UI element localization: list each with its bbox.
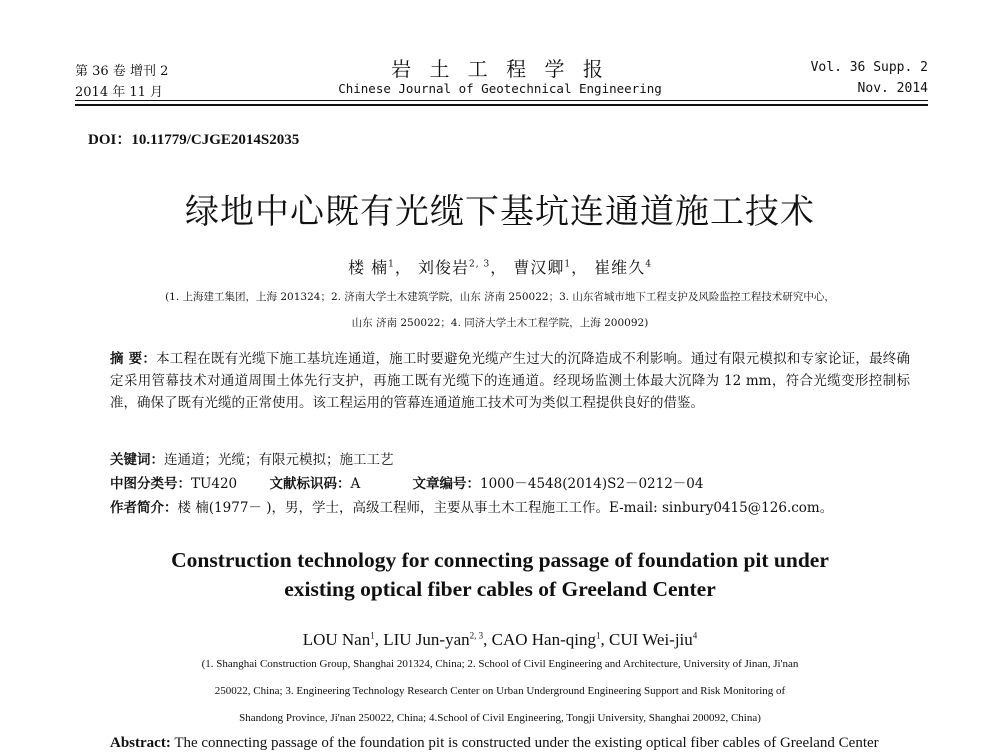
- abstract-zh-text: 本工程在既有光缆下施工基坑连通道，施工时要避免光缆产生过大的沉降造成不利影响。通过有限元模拟和专家论证，最终确定采用管幕技术对通道周围土体先行支护，再施工既有光缆下的连通道。经现场监测土体最大沉降为 12 mm，符合光缆变形控制标准，确保了既有光缆的正常使用。该工程运用的管幕连通道施工技术可为类似工程提供良好的借鉴。: [110, 351, 911, 411]
- authors-zh: [0, 255, 1000, 278]
- doc-code-label: 文献标识码：: [269, 476, 351, 492]
- affiliation-en-line1: (1. Shanghai Construction Group, Shanghai 201324, China; 2. School of Civil Engineering and Architecture, University of Jinan, Ji'nan: [201, 658, 799, 670]
- classification-line: [110, 472, 703, 492]
- author-zh: 崔维久: [594, 258, 646, 277]
- author-sep: ，: [571, 258, 589, 277]
- clc-label: 中图分类号：: [110, 476, 191, 492]
- article-no-label: 文章编号：: [412, 476, 480, 492]
- journal-title-zh: 岩 土 工 程 学 报: [391, 57, 609, 81]
- abstract-en-text: The connecting passage of the foundation pit is constructed under the existing optical fiber cables of Greeland Center: [174, 735, 879, 751]
- header-vol-supp: Vol. 36 Supp. 2: [810, 60, 928, 75]
- author-sep: ，: [394, 258, 412, 277]
- author-zh-sup: 4: [645, 259, 652, 270]
- author-en-sup: 1: [596, 630, 601, 641]
- header-rule-thick: [75, 104, 928, 106]
- article-title-en-line2: existing optical fiber cables of Greeland Center: [284, 577, 716, 601]
- author-en: LIU Jun-yan: [383, 630, 470, 649]
- author-zh: 楼 楠: [348, 258, 389, 277]
- author-en-sup: 2, 3: [469, 630, 484, 641]
- author-en-sup: 4: [692, 630, 698, 641]
- author-intro: [110, 496, 833, 516]
- keywords-label: 关键词：: [110, 452, 164, 468]
- abstract-zh: [110, 348, 910, 414]
- header-month: Nov. 2014: [857, 81, 928, 96]
- author-intro-label: 作者简介：: [110, 500, 178, 516]
- author-sep: ，: [490, 258, 508, 277]
- doi: DOI：10.11779/CJGE2014S2035: [88, 132, 300, 148]
- keywords-text: 连通道；光缆；有限元模拟；施工工艺: [164, 452, 394, 468]
- author-en: CAO Han-qing: [491, 630, 596, 649]
- affiliation-en-line2: 250022, China; 3. Engineering Technology Research Center on Urban Underground Engineering Support and Risk Monitoring of: [214, 685, 786, 697]
- header-volume: 第 36 卷 增刊 2: [75, 64, 169, 79]
- abstract-zh-label: 摘 要：: [110, 351, 157, 367]
- article-title-en-line1: Construction technology for connecting passage of foundation pit under: [171, 548, 829, 572]
- affiliation-zh-line1: (1. 上海建工集团，上海 201324；2. 济南大学土木建筑学院，山东 济南 250022；3. 山东省城市地下工程支护及风险监控工程技术研究中心，: [165, 291, 835, 303]
- doc-code-value: A: [350, 476, 361, 492]
- article-no-value: 1000－4548(2014)S2－0212－04: [480, 476, 704, 492]
- author-sep: ,: [483, 630, 492, 649]
- affiliation-zh-line2: 山东 济南 250022；4. 同济大学土木工程学院，上海 200092): [351, 317, 649, 329]
- author-en: CUI Wei-jiu: [609, 630, 693, 649]
- author-zh: 刘俊岩: [418, 258, 470, 277]
- article-title-zh: 绿地中心既有光缆下基坑连通道施工技术: [185, 192, 815, 232]
- authors-en: [0, 630, 1000, 650]
- author-zh-sup: 1: [564, 259, 572, 270]
- abstract-en: [110, 735, 910, 752]
- journal-title-en: Chinese Journal of Geotechnical Engineering: [338, 81, 662, 96]
- abstract-en-label: Abstract:: [110, 735, 171, 751]
- author-zh: 曹汉卿: [513, 258, 565, 277]
- author-intro-text: 楼 楠(1977－ )，男，学士，高级工程师，主要从事土木工程施工工作。E-mail: sinbury0415@126.com。: [177, 500, 834, 516]
- author-zh-sup: 1: [388, 259, 395, 270]
- keywords-zh: [110, 448, 394, 468]
- author-sep: ,: [374, 630, 384, 649]
- author-en: LOU Nan: [302, 630, 371, 649]
- author-sep: ,: [600, 630, 609, 649]
- header-date: 2014 年 11 月: [75, 85, 164, 100]
- clc-value: TU420: [191, 476, 238, 492]
- author-en-sup: 1: [370, 630, 375, 641]
- author-zh-sup: 2, 3: [469, 259, 491, 270]
- affiliation-en-line3: Shandong Province, Ji'nan 250022, China; 4.School of Civil Engineering, Tongji University, Shanghai 200092, China): [239, 712, 761, 724]
- header-rule-thin: [75, 100, 928, 101]
